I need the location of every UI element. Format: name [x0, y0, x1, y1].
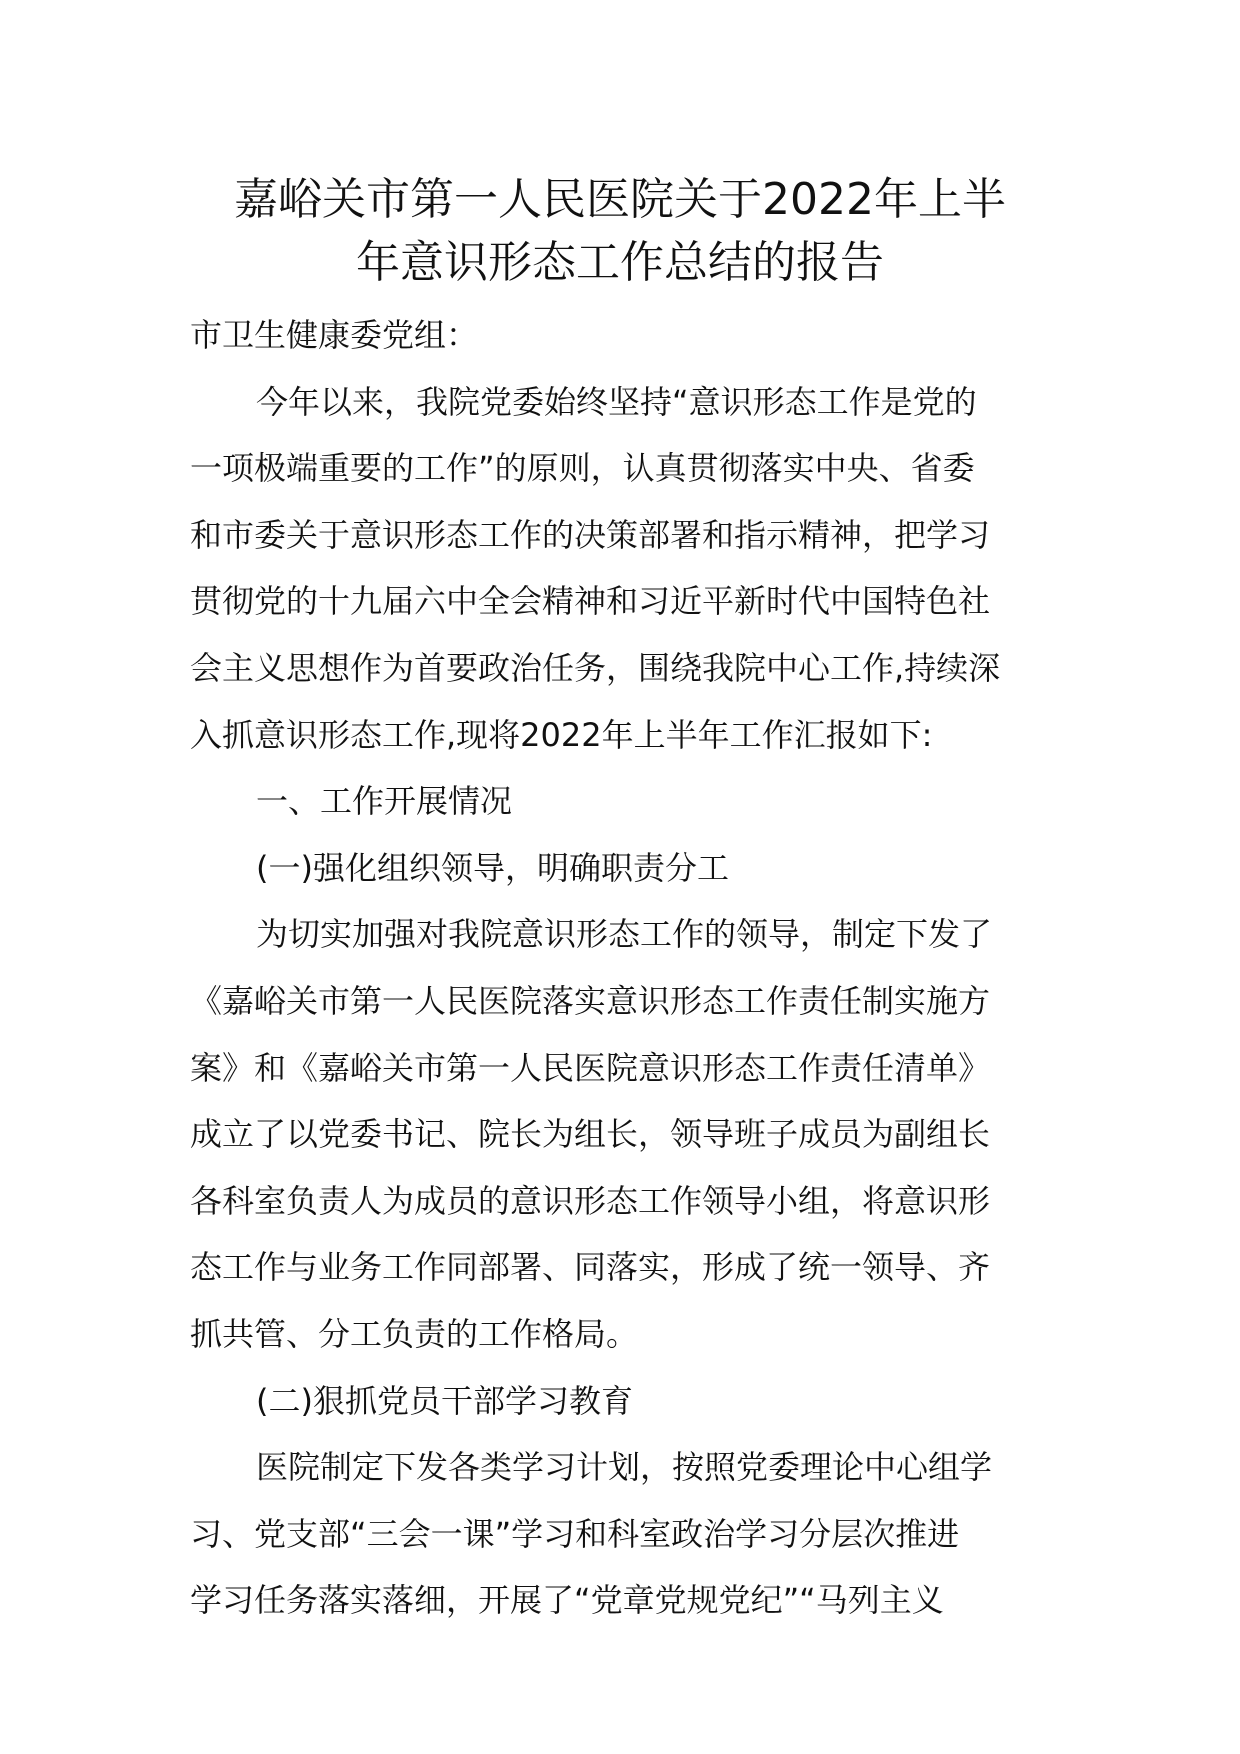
paragraph-line: 案》和《嘉峪关市第一人民医院意识形态工作责任清单》 [190, 1048, 991, 1087]
intro-line: 贯彻党的十九届六中全会精神和习近平新时代中国特色社 [190, 582, 991, 621]
paragraph-line: 《嘉峪关市第一人民医院落实意识形态工作责任制实施方 [190, 981, 991, 1020]
paragraph-line: 为切实加强对我院意识形态工作的领导，制定下发了 [256, 915, 993, 954]
document-title [150, 168, 1090, 294]
paragraph-line: 态工作与业务工作同部署、同落实，形成了统一领导、齐 [190, 1248, 991, 1287]
subsection-heading: (二)狠抓党员干部学习教育 [256, 1381, 633, 1420]
paragraph-line: 抓共管、分工负责的工作格局。 [190, 1314, 639, 1353]
paragraph-line: 成立了以党委书记、院长为组长，领导班子成员为副组长 [190, 1115, 991, 1154]
salutation: 市卫生健康委党组： [190, 316, 479, 354]
title-line: 年意识形态工作总结的报告 [356, 237, 884, 288]
intro-line: 会主义思想作为首要政治任务，围绕我院中心工作,持续深 [190, 648, 1001, 687]
intro-line: 今年以来，我院党委始终坚持“意识形态工作是党的 [256, 382, 977, 421]
intro-line: 和市委关于意识形态工作的决策部署和指示精神，把学习 [190, 515, 991, 554]
intro-line: 入抓意识形态工作,现将2022年上半年工作汇报如下: [190, 715, 933, 754]
subsection-heading: (一)强化组织领导，明确职责分工 [256, 848, 729, 887]
document-body [190, 302, 1070, 1634]
paragraph-line: 学习任务落实落细，开展了“党章党规党纪”“马列主义 [190, 1581, 944, 1620]
paragraph-line: 医院制定下发各类学习计划，按照党委理论中心组学 [256, 1448, 993, 1487]
intro-line: 一项极端重要的工作”的原则，认真贯彻落实中央、省委 [190, 449, 975, 488]
section-heading: 一、工作开展情况 [256, 782, 513, 821]
paragraph-line: 各科室负责人为成员的意识形态工作领导小组，将意识形 [190, 1181, 991, 1220]
title-line: 嘉峪关市第一人民医院关于2022年上半 [234, 174, 1006, 225]
paragraph-line: 习、党支部“三会一课”学习和科室政治学习分层次推进 [190, 1514, 960, 1553]
